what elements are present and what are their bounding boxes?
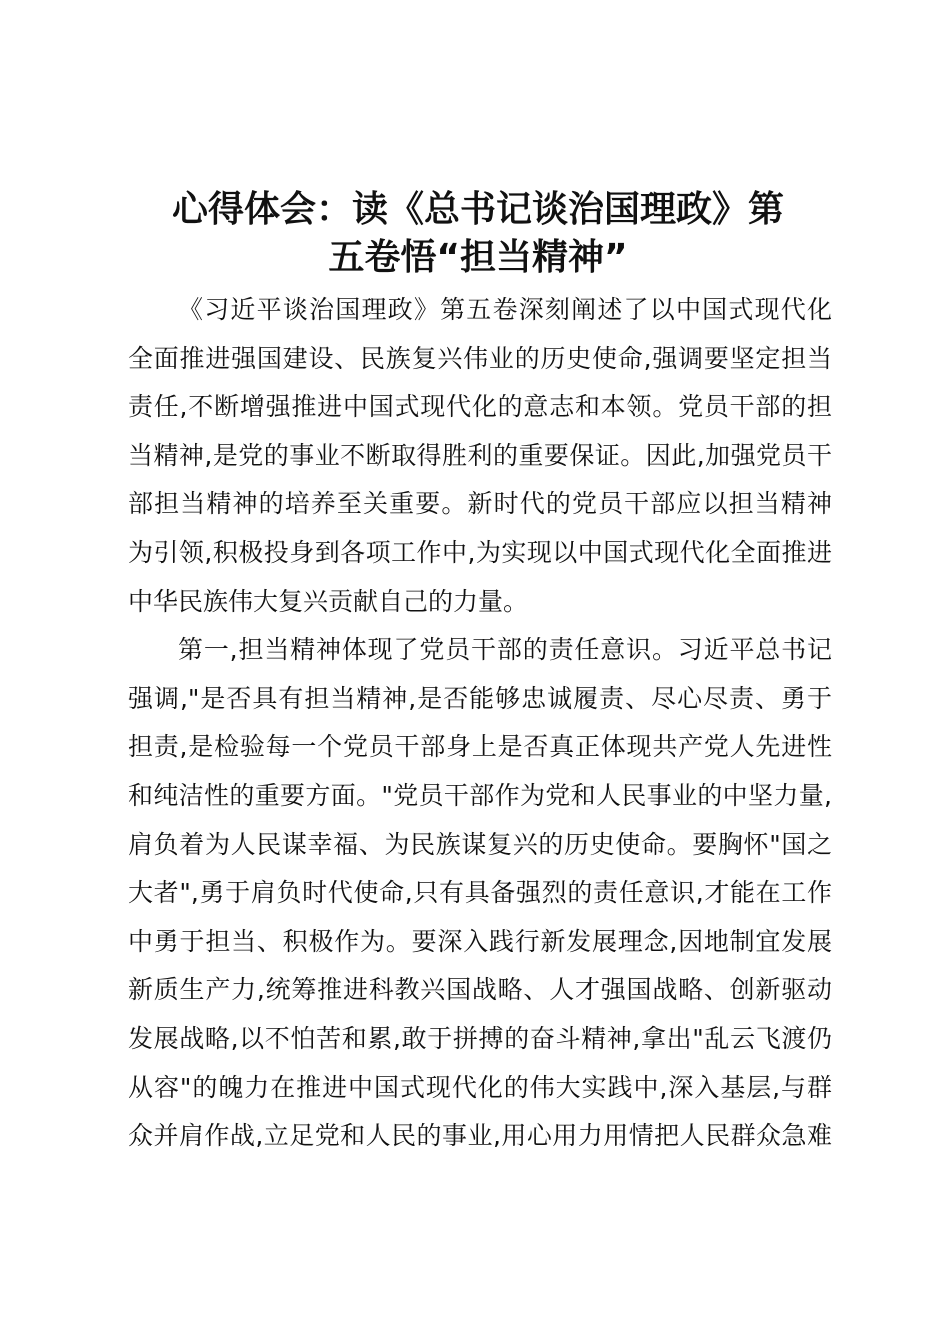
text-line: 强调,"是否具有担当精神,是否能够忠诚履责、尽心尽责、勇于 [128,683,832,713]
title-line: 五卷悟“担当精神” [328,237,628,278]
text-line: 担责,是检验每一个党员干部身上是否真正体现共产党人先进性 [128,732,832,762]
paragraph-1 [128,286,832,626]
text-line: 部担当精神的培养至关重要。新时代的党员干部应以担当精神 [128,489,832,519]
document-body [128,286,832,1161]
text-line: 从容"的魄力在推进中国式现代化的伟大实践中,深入基层,与群 [128,1072,832,1102]
text-line: 当精神,是党的事业不断取得胜利的重要保证。因此,加强党员干 [128,440,832,470]
text-line: 肩负着为人民谋幸福、为民族谋复兴的历史使命。要胸怀"国之 [128,829,832,859]
text-line: 第一,担当精神体现了党员干部的责任意识。习近平总书记 [178,635,832,665]
title-line: 心得体会：读《总书记谈治国理政》第 [171,189,784,230]
text-line: 中华民族伟大复兴贡献自己的力量。 [128,586,529,616]
text-line: 《习近平谈治国理政》第五卷深刻阐述了以中国式现代化 [178,295,832,324]
document-title [118,186,838,282]
text-line: 新质生产力,统筹推进科教兴国战略、人才强国战略、创新驱动 [128,975,832,1005]
text-line: 众并肩作战,立足党和人民的事业,用心用力用情把人民群众急难 [128,1121,832,1151]
text-line: 发展战略,以不怕苦和累,敢于拼搏的奋斗精神,拿出"乱云飞渡仍 [128,1023,832,1053]
text-line: 和纯洁性的重要方面。"党员干部作为党和人民事业的中坚力量, [128,780,832,810]
text-line: 大者",勇于肩负时代使命,只有具备强烈的责任意识,才能在工作 [128,878,832,908]
text-line: 为引领,积极投身到各项工作中,为实现以中国式现代化全面推进 [128,537,832,567]
text-line: 全面推进强国建设、民族复兴伟业的历史使命,强调要坚定担当 [128,343,832,373]
text-line: 中勇于担当、积极作为。要深入践行新发展理念,因地制宜发展 [128,926,832,956]
text-line: 责任,不断增强推进中国式现代化的意志和本领。党员干部的担 [128,392,832,422]
paragraph-2 [128,626,832,1161]
